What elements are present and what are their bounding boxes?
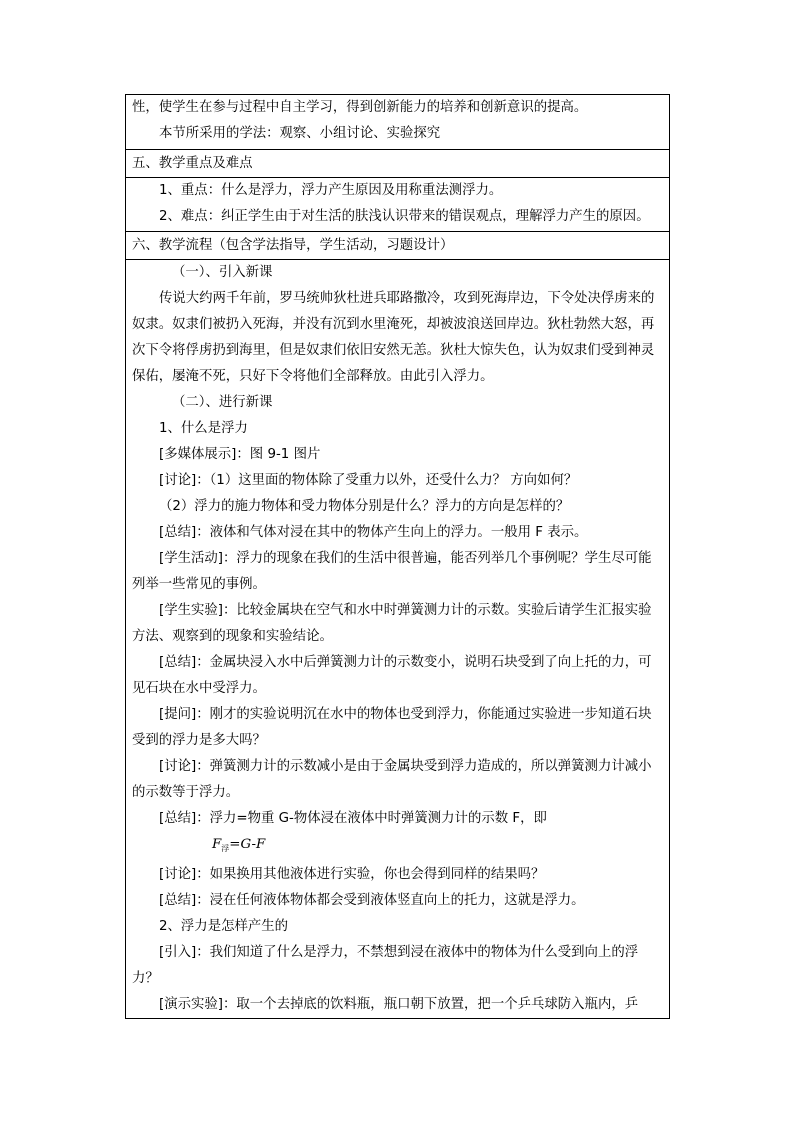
formula-rest: =G-F: [229, 837, 266, 852]
section5-content-row: [126, 178, 670, 232]
demo-experiment: [演示实验]：取一个去掉底的饮料瓶，瓶口朝下放置，把一个乒乓球防入瓶内，乒: [159, 997, 639, 1012]
formula-force: F: [212, 837, 222, 852]
media-display: [多媒体展示]：图 9-1 图片: [159, 447, 321, 462]
discussion-2: [讨论]：弹簧测力计的示数减小是由于金属块受到浮力造成的，所以弹簧测力计减小的示数等于浮力。: [132, 759, 652, 800]
buoyancy-formula: [132, 832, 663, 862]
formula-subscript: 浮: [221, 844, 230, 853]
intro-story: 传说大约两千年前，罗马统帅狄杜进兵耶路撒冷，攻到死海岸边，下令处决俘虏来的奴隶。奴隶们被扔入死海，并没有沉到水里淹死，却被波浪送回岸边。狄杜勃然大怒，再次下令将俘虏扔到海里，但是奴隶们依旧安然无恙。狄杜大惊失色，认为奴隶们受到神灵保佑，屡淹不死，只好下令将他们全部释放。由此引入浮力。: [132, 291, 655, 384]
topic2-title: 2、浮力是怎样产生的: [159, 919, 289, 934]
discussion-3: [讨论]：如果换用其他液体进行实验，你也会得到同样的结果吗？: [159, 867, 545, 882]
intro-title: （一）、引入新课: [172, 265, 273, 280]
section5-content-cell: [126, 178, 670, 232]
discussion-1b: （2）浮力的施力物体和受力物体分别是什么？浮力的方向是怎样的？: [159, 499, 570, 514]
discussion-1: [讨论]：（1）这里面的物体除了受重力以外，还受什么力？ 方向如何？: [159, 473, 578, 488]
question-1: [提问]：刚才的实验说明沉在水中的物体也受到浮力，你能通过实验进一步知道石块受到的浮力是多大吗？: [132, 707, 652, 748]
summary-1: [总结]：液体和气体对浸在其中的物体产生向上的浮力。一般用 F 表示。: [159, 525, 588, 540]
topic1-title: 1、什么是浮力: [159, 421, 248, 436]
key-point-text: 1、重点：什么是浮力，浮力产生原因及用称重法测浮力。: [159, 183, 503, 198]
section5-heading: 五、教学重点及难点: [132, 156, 253, 171]
summary-3: [总结]：浮力=物重 G-物体浸在液体中时弹簧测力计的示数 F，即: [159, 811, 547, 826]
section6-heading: 六、教学流程（包含学法指导，学生活动，习题设计）: [132, 238, 454, 253]
section6-content-cell: [126, 260, 670, 1019]
learning-method-continuation: 性，使学生在参与过程中自主学习，得到创新能力的培养和创新意识的提高。: [132, 100, 588, 115]
section5-heading-cell: [126, 150, 670, 178]
intro-2: [引入]：我们知道了什么是浮力，不禁想到浸在液体中的物体为什么受到向上的浮力？: [132, 945, 639, 986]
summary-4: [总结]：浸在任何液体物体都会受到液体竖直向上的托力，这就是浮力。: [159, 893, 585, 908]
section5-heading-row: [126, 150, 670, 178]
lesson-plan-table: [125, 94, 670, 1019]
student-activity: [学生活动]：浮力的现象在我们的生活中很普遍，能否列举几个事例呢？学生尽可能列举一些常见的事例。: [132, 551, 652, 592]
document-page: [125, 94, 670, 1015]
section6-heading-cell: [126, 232, 670, 260]
student-experiment: [学生实验]：比较金属块在空气和水中时弹簧测力计的示数。实验后请学生汇报实验方法、观察到的现象和实验结论。: [132, 603, 652, 644]
difficulty-text: 2、难点：纠正学生由于对生活的肤浅认识带来的错误观点，理解浮力产生的原因。: [159, 209, 650, 224]
summary-2: [总结]：金属块浸入水中后弹簧测力计的示数变小，说明石块受到了向上托的力，可见石块在水中受浮力。: [132, 655, 652, 696]
new-lesson-title: （二）、进行新课: [172, 395, 273, 410]
learning-method-cell: [126, 95, 670, 150]
learning-method-line: 本节所采用的学法：观察、小组讨论、实验探究: [159, 126, 441, 141]
section6-heading-row: [126, 232, 670, 260]
learning-method-row: [126, 95, 670, 150]
section6-content-row: [126, 260, 670, 1019]
